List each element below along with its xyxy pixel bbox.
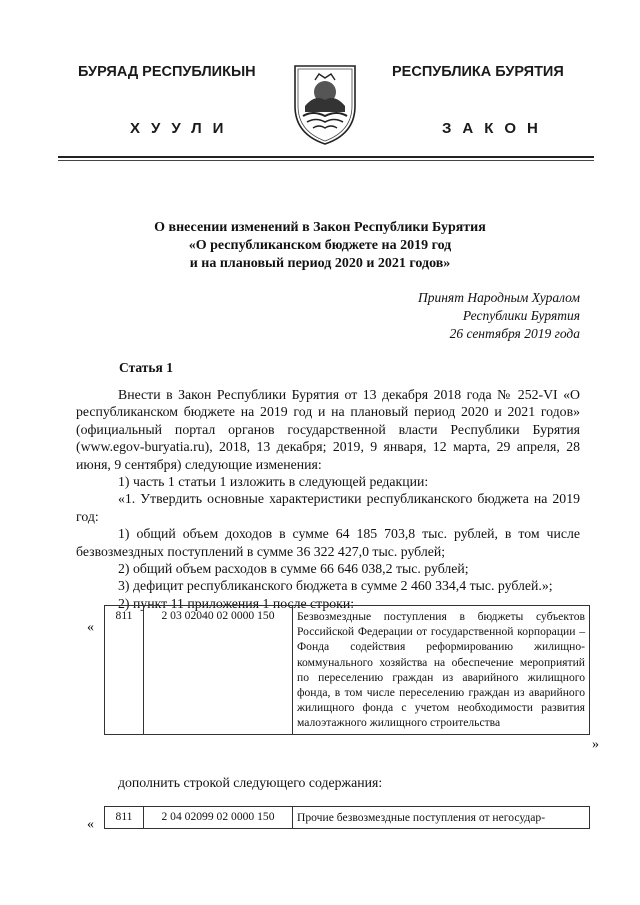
paragraph-sub2: 2) общий объем расходов в сумме 66 646 038,2 тыс. рублей; [118, 561, 469, 577]
paragraph-sub1: 1) общий объем доходов в сумме 64 185 703,8 тыс. рублей, в том числе безвозмездных поступлений в сумме 36 322 427,0 тыс. рублей; [76, 526, 580, 559]
russian-republic-name: РЕСПУБЛИКА БУРЯТИЯ [392, 64, 564, 80]
paragraph-item1: 1) часть 1 статьи 1 изложить в следующей редакции: [118, 474, 429, 490]
admin-code-cell: 811 [105, 606, 144, 735]
article-body [76, 386, 580, 612]
paragraph-intro: Внести в Закон Республики Бурятия от 13 декабря 2018 года № 252-VI «О республиканском бюджете на 2019 год и на плановый период 2020 и 2021 годов» (официальный портал органов государственной власти Республики Бурятия (www.egov-buryatia.ru), 2018, 13 декабря; 2019, 9 января, 12 марта, 29 апреля, 28 июня, 9 сентября) следующие изменения: [76, 387, 580, 472]
paragraph-item2: 2) пункт 11 приложения 1 после строки: [118, 595, 355, 611]
article-heading: Статья 1 [119, 360, 173, 375]
open-quote: « [87, 620, 94, 635]
table-row [105, 606, 590, 735]
russian-law-word: ЗАКОН [442, 120, 549, 137]
buryat-law-word: ХУУЛИ [130, 120, 235, 137]
law-title-line: «О республиканском бюджете на 2019 год [188, 238, 452, 253]
coat-of-arms-emblem [291, 60, 359, 146]
kbk-cell: 2 03 02040 02 0000 150 [144, 606, 293, 735]
adoption-date: 26 сентября 2019 года [449, 326, 580, 341]
law-title [0, 219, 640, 273]
budget-table-existing [104, 605, 590, 735]
header-divider-thin [58, 160, 594, 161]
description-cell: Безвозмездные поступления в бюджеты субъектов Российской Федерации от государственной корпорации – Фонда содействия реформированию жилищно-коммунального хозяйства на обеспечение мероприятий по переселению граждан из аварийного жилищного фонда, в том числе переселению граждан из аварийного жилищного фонда с учетом необходимости развития малоэтажного жилищного строительства [293, 606, 590, 735]
adoption-line: Принят Народным Хуралом [417, 290, 580, 305]
open-quote: « [87, 817, 94, 832]
admin-code-cell: 811 [105, 807, 144, 829]
law-title-line: О внесении изменений в Закон Республики Бурятия [154, 220, 486, 235]
adoption-line: Республики Бурятия [462, 308, 580, 323]
table-row [105, 807, 590, 829]
close-quote: » [592, 737, 599, 752]
paragraph-item1-quote: «1. Утвердить основные характеристики республиканского бюджета на 2019 год: [76, 491, 580, 524]
adoption-note [418, 289, 580, 343]
description-cell: Прочие безвозмездные поступления от негосудар- [293, 807, 590, 829]
buryat-republic-name: БУРЯАД РЕСПУБЛИКЫН [78, 64, 256, 80]
paragraph-supplement: дополнить строкой следующего содержания: [118, 775, 383, 790]
budget-table-new [104, 806, 590, 829]
header-divider [58, 156, 594, 158]
paragraph-sub3: 3) дефицит республиканского бюджета в сумме 2 460 334,4 тыс. рублей.»; [118, 578, 553, 594]
law-title-line: и на плановый период 2020 и 2021 годов» [189, 256, 451, 271]
kbk-cell: 2 04 02099 02 0000 150 [144, 807, 293, 829]
